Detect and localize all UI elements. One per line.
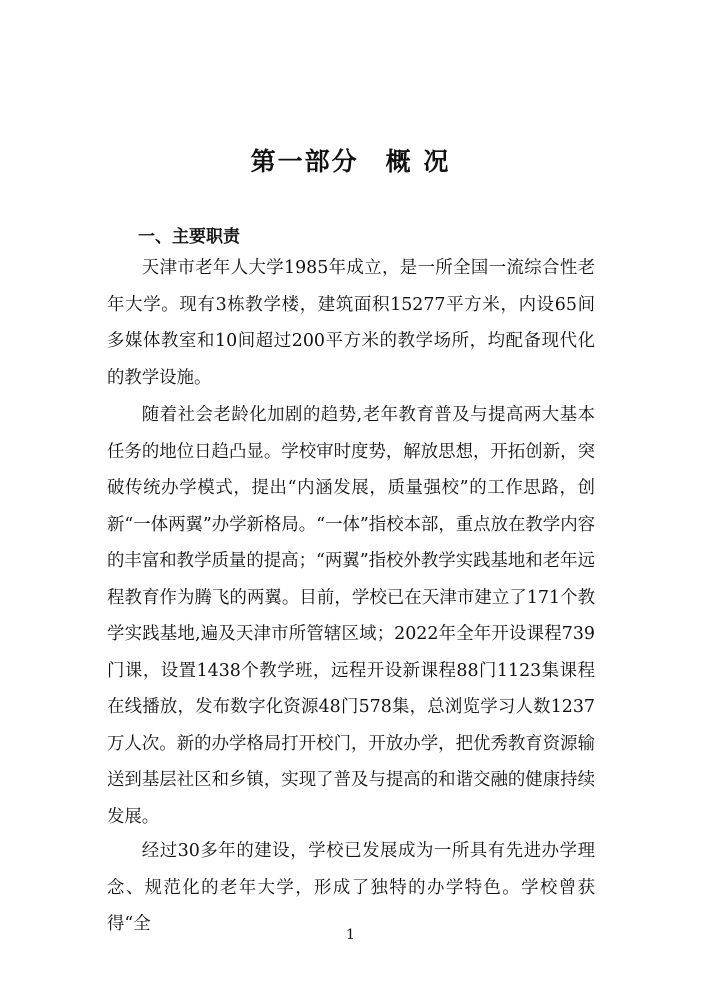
body-paragraph: 随着社会老龄化加剧的趋势,老年教育普及与提高两大基本任务的地位日趋凸显。学校审时度势，解放思想，开拓创新，突破传统办学模式，提出“内涵发展，质量强校”的工作思路，创新“一体两翼”办学新格局。“一体”指校本部，重点放在教学内容的丰富和教学质量的提高；“两翼”指校外教学实践基地和老年远程教育作为腾飞的两翼。目前，学校已在天津市建立了171个教学实践基地,遍及天津市所管辖区域；2022年全年开设课程739门课，设置1438个教学班，远程开设新课程88门1123集课程在线播放，发布数字化资源48门578集，总浏览学习人数1237万人次。新的办学格局打开校门，开放办学，把优秀教育资源输送到基层社区和乡镇，实现了普及与提高的和谐交融的健康持续发展。 (107, 405, 595, 827)
body-paragraph: 经过30多年的建设，学校已发展成为一所具有先进办学理念、规范化的老年大学，形成了独特的办学特色。学校曾获得“全 (107, 841, 595, 934)
body-paragraph: 天津市老年人大学1985年成立，是一所全国一流综合性老年大学。现有3栋教学楼，建筑面积15277平方米，内设65间多媒体教室和10间超过200平方米的教学场所，均配备现代化的教学设施。 (107, 258, 595, 388)
page-number: 1 (346, 927, 355, 943)
section-heading: 一、主要职责 (138, 227, 240, 247)
page-title: 第一部分 概 况 (250, 147, 451, 176)
